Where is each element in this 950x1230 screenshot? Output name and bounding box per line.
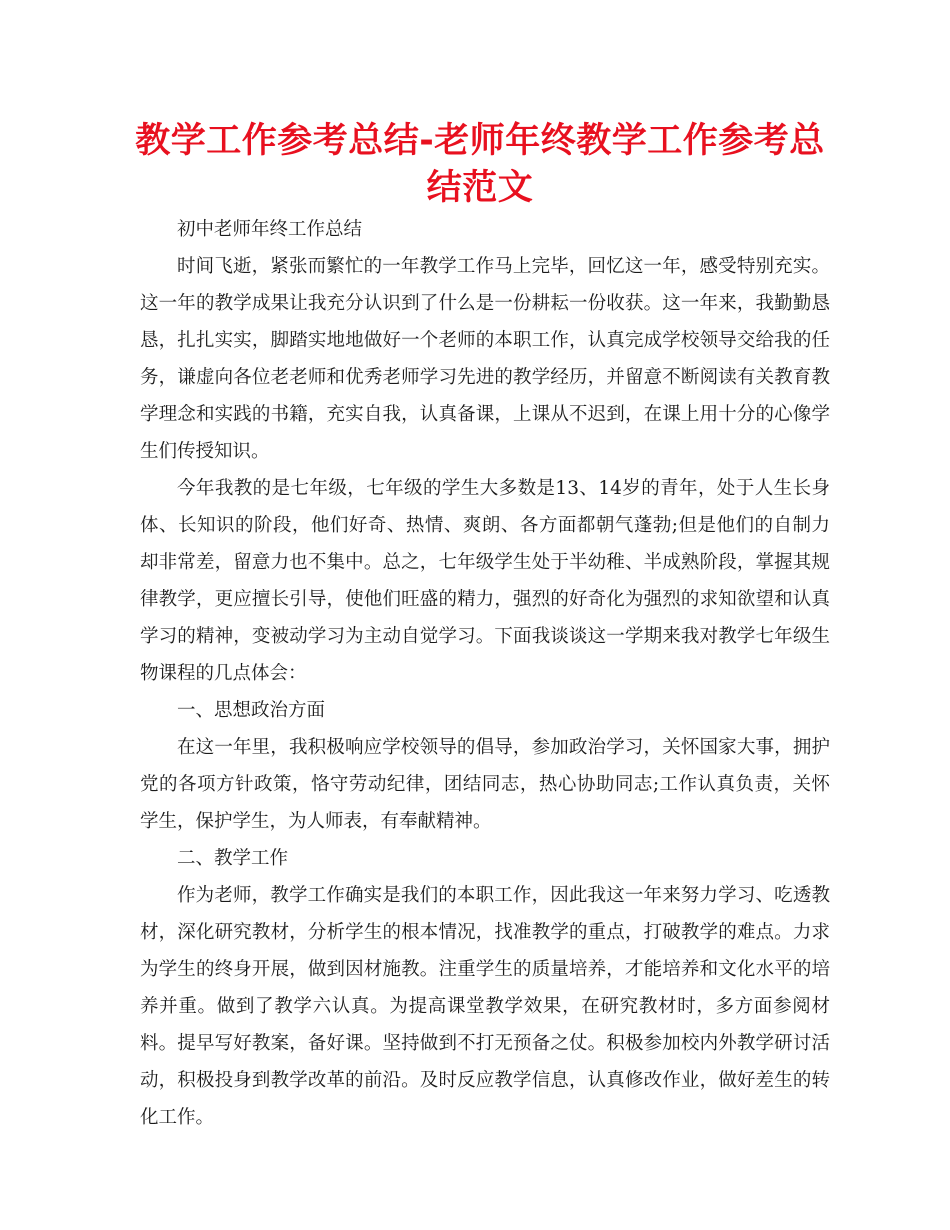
paragraph-teaching: 作为老师，教学工作确实是我们的本职工作，因此我这一年来努力学习、吃透教材，深化研究教材，分析学生的根本情况，找准教学的重点，打破教学的难点。力求为学生的终身开展，做到因材施教。注重学生的质量培养，才能培养和文化水平的培养并重。做到了教学六认真。为提高课堂教学效果，在研究教材时，多方面参阅材料。提早写好教案，备好课。坚持做到不打无预备之仗。积极参加校内外教学研讨活动，积极投身到教学改革的前沿。及时反应教学信息，认真修改作业，做好差生的转化工作。	[140, 885, 830, 1128]
paragraph-intro: 时间飞逝，紧张而繁忙的一年教学工作马上完毕，回忆这一年，感受特别充实。这一年的教学成果让我充分认识到了什么是一份耕耘一份收获。这一年来，我勤勤恳恳，扎扎实实，脚踏实地地做好一个老师的本职工作，认真完成学校领导交给我的任务，谦虚向各位老老师和优秀老师学习先进的教学经历，并留意不断阅读有关教育教学理念和实践的书籍，充实自我，认真备课，上课从不迟到，在课上用十分的心像学生们传授知识。	[140, 256, 830, 462]
section-heading-politics: 一、思想政治方面	[177, 700, 326, 721]
section-heading-teaching: 二、教学工作	[177, 848, 289, 869]
document-title: 教学工作参考总结-老师年终教学工作参考总结范文	[135, 121, 825, 208]
document-subtitle: 初中老师年终工作总结	[177, 219, 363, 240]
paragraph-politics: 在这一年里，我积极响应学校领导的倡导，参加政治学习，关怀国家大事，拥护党的各项方针政策，恪守劳动纪律，团结同志，热心协助同志;工作认真负责，关怀学生，保护学生，为人师表，有奉献精神。	[140, 737, 830, 832]
document-body	[140, 211, 830, 1136]
paragraph-students: 今年我教的是七年级，七年级的学生大多数是13、14岁的青年，处于人生长身体、长知识的阶段，他们好奇、热情、爽朗、各方面都朝气蓬勃;但是他们的自制力却非常差，留意力也不集中。总之，七年级学生处于半幼稚、半成熟阶段，掌握其规律教学，更应擅长引导，使他们旺盛的精力，强烈的好奇化为强烈的求知欲望和认真学习的精神，变被动学习为主动自觉学习。下面我谈谈这一学期来我对教学七年级生物课程的几点体会：	[140, 478, 830, 684]
